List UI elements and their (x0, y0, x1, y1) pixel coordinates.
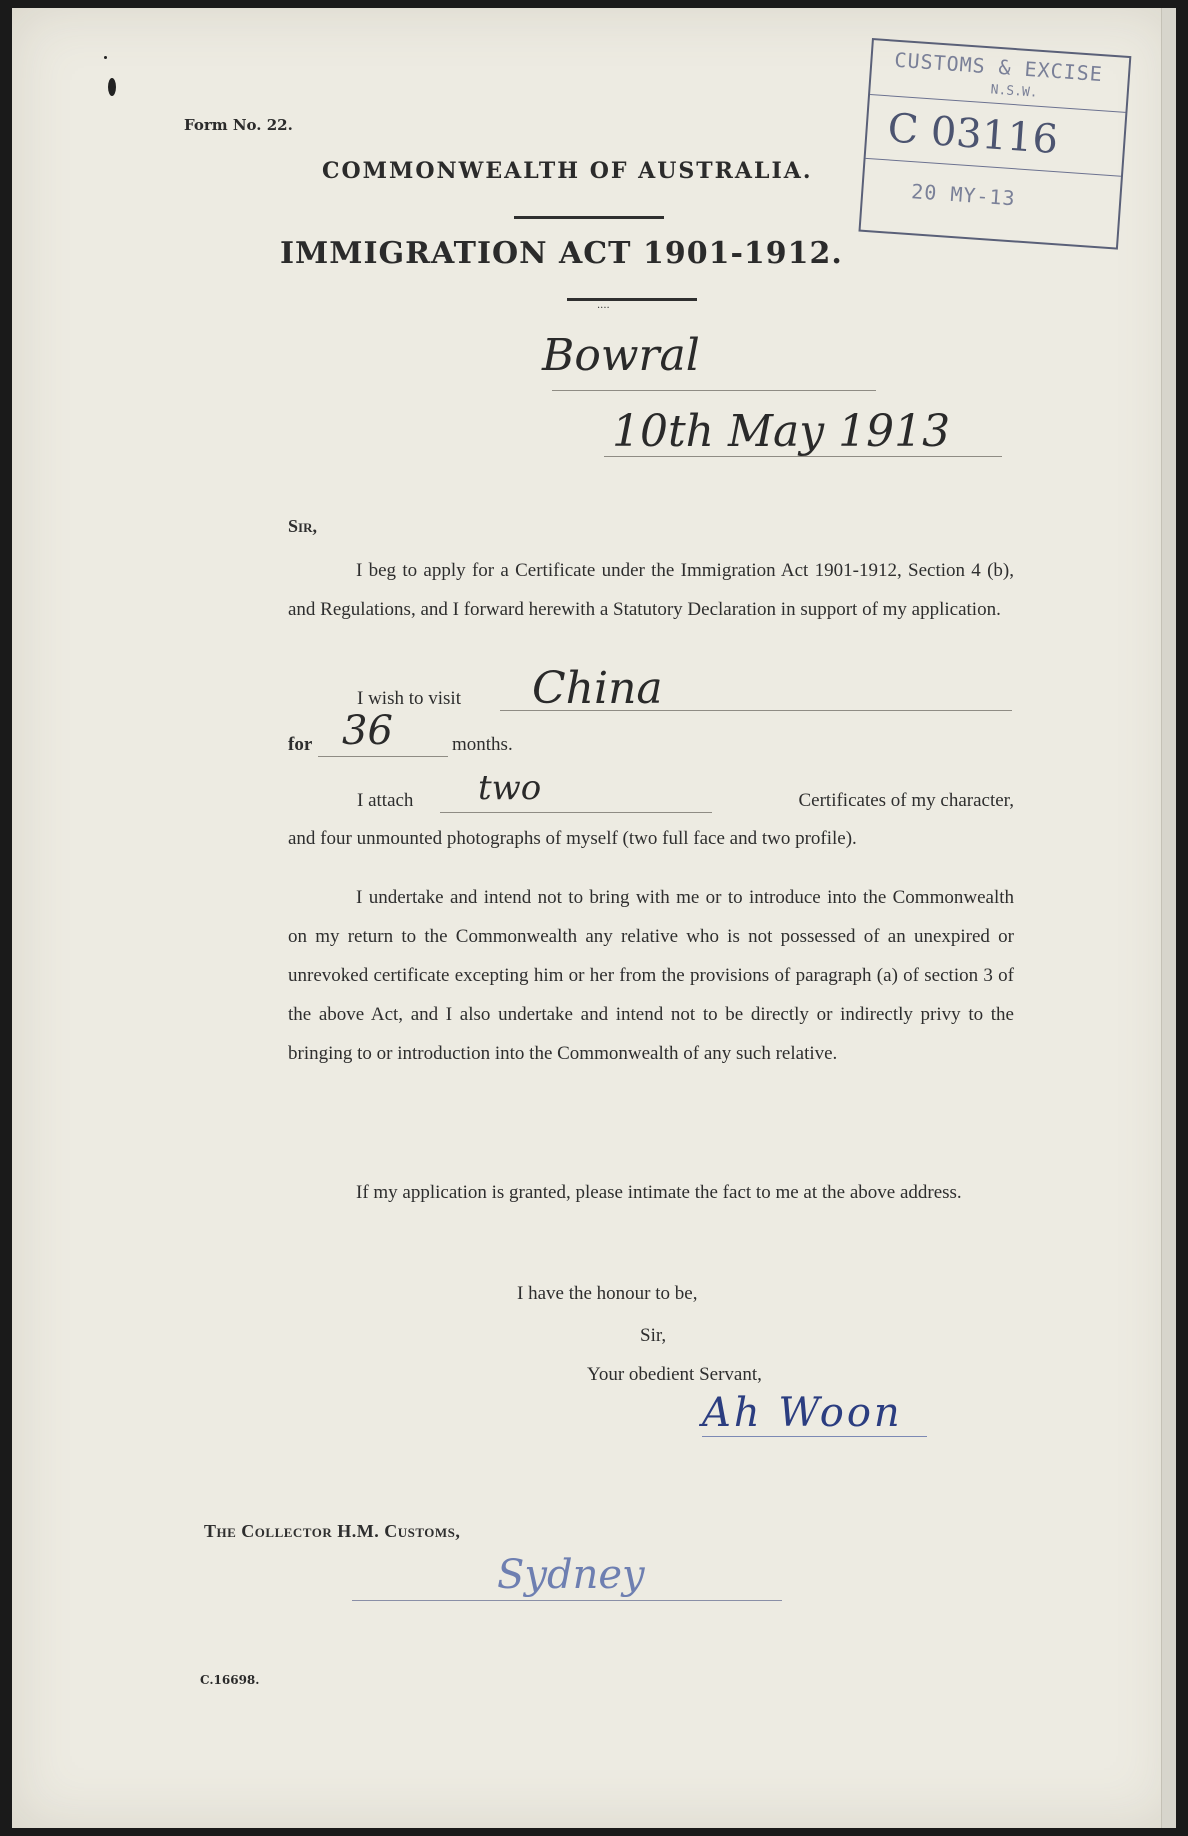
for-label: for (288, 734, 313, 755)
stamp-line1: CUSTOMS & EXCISE (893, 47, 1104, 87)
paragraph-text: I undertake and intend not to bring with me or to introduce into the Commonwealth on my return to the Commonwealth any relative who is not possessed of an unexpired or unrevoked certificate excepting him or her from the provisions of paragraph (a) of section 3 of the above Act, and I also undertake and intend not to be directly or indirectly privy to the bringing to or introduction into the Commonwealth of any such relative. (288, 887, 1014, 1064)
handwritten-place: Bowral (542, 330, 700, 381)
handwritten-city: Sydney (497, 1552, 645, 1598)
months-underline (318, 756, 448, 757)
form-header: COMMONWEALTH OF AUSTRALIA. (322, 158, 813, 184)
title-dots: .... (597, 300, 610, 311)
application-paragraph (288, 551, 1014, 629)
stamp-date: 20 MY-13 (910, 179, 1017, 211)
applicant-signature: Ah Woon (702, 1390, 903, 1436)
form-code: C.16698. (200, 1673, 260, 1687)
photographs-text: and four unmounted photographs of myself (two full face and two profile). (288, 828, 857, 849)
months-label: months. (452, 734, 513, 755)
document-page (12, 8, 1176, 1828)
intimation-paragraph (288, 1173, 1014, 1212)
handwritten-country: China (532, 663, 663, 714)
header-rule (514, 216, 664, 219)
title-rule (567, 298, 697, 301)
attach-underline (440, 812, 712, 813)
handwritten-certificates: two (478, 768, 542, 808)
handwritten-date: 10th May 1913 (612, 406, 951, 457)
closing-line: I have the honour to be, (517, 1283, 698, 1304)
undertaking-paragraph (288, 878, 1014, 1073)
place-underline (552, 390, 876, 391)
act-title: IMMIGRATION ACT 1901-1912. (280, 236, 843, 271)
visit-label: I wish to visit (357, 688, 461, 709)
salutation: Sir, (288, 516, 317, 536)
stamp-number: C 03116 (886, 105, 1060, 164)
paragraph-text: I beg to apply for a Certificate under the Immigration Act 1901-1912, Section 4 (b), and Regulations, and I forward herewith a Statutory Declaration in support of my application. (288, 560, 1014, 620)
ink-speck (108, 78, 116, 96)
stamp-divider (866, 158, 1121, 177)
stamp-line2: N.S.W. (990, 82, 1039, 101)
attach-label: I attach (357, 790, 414, 811)
paragraph-text: If my application is granted, please intimate the fact to me at the above address. (356, 1182, 962, 1203)
form-number: Form No. 22. (184, 116, 293, 134)
handwritten-months: 36 (342, 708, 393, 754)
addressee: The Collector H.M. Customs, (204, 1521, 461, 1541)
city-underline (352, 1600, 782, 1601)
signature-underline (702, 1436, 927, 1437)
ink-speck (104, 56, 107, 59)
customs-stamp (858, 38, 1131, 250)
closing-sir: Sir, (640, 1325, 667, 1346)
page-edge (1161, 8, 1176, 1828)
closing-servant: Your obedient Servant, (587, 1364, 762, 1385)
certificates-label: Certificates of my character, (798, 790, 1014, 811)
